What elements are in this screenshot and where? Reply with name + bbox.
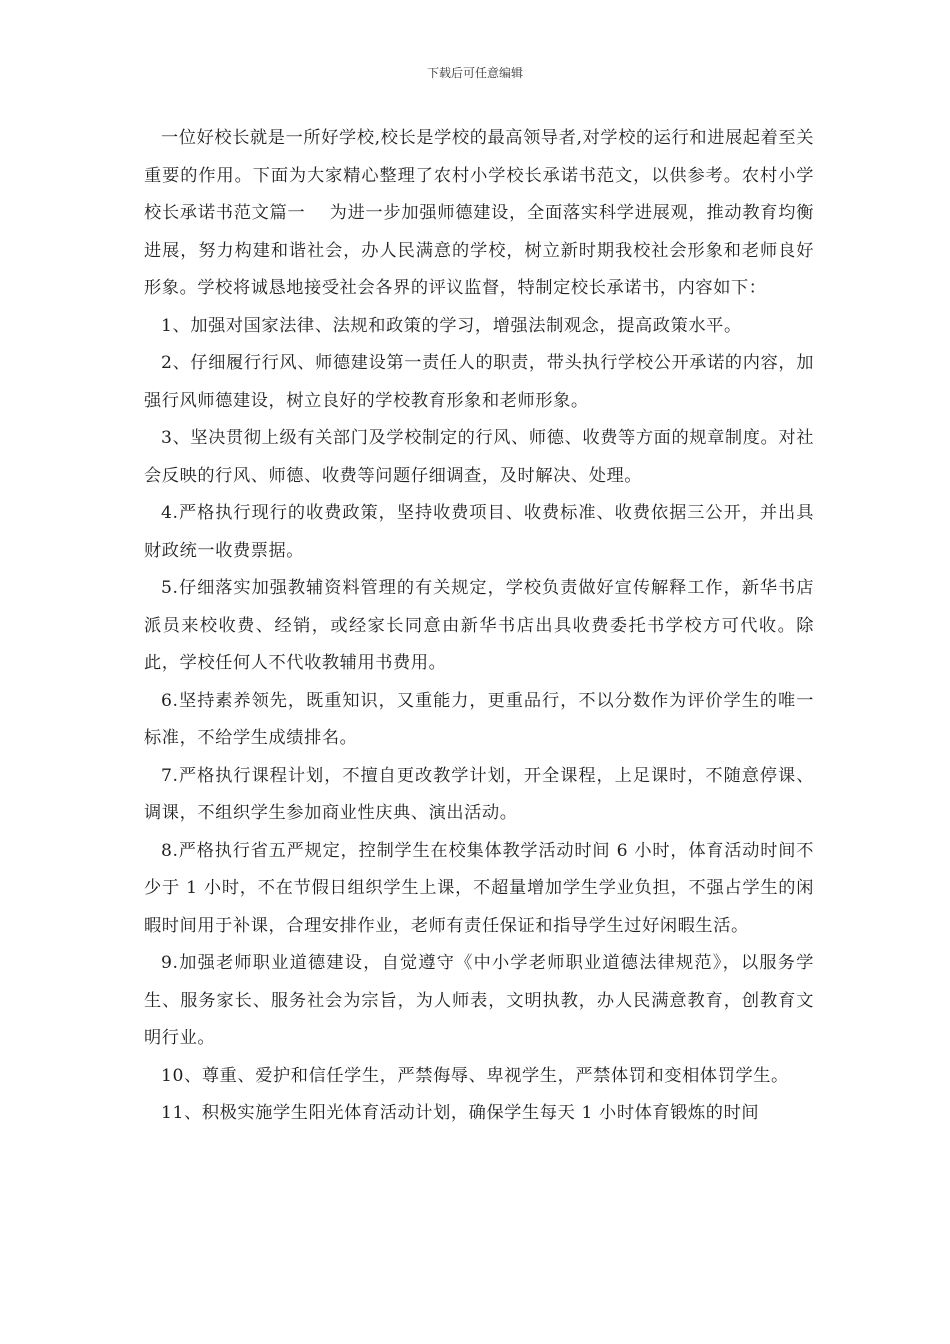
commitment-item-11: 11、积极实施学生阳光体育活动计划，确保学生每天 1 小时体育锻炼的时间	[161, 1103, 760, 1123]
commitment-item-2: 2、仔细履行行风、师德建设第一责任人的职责，带头执行学校公开承诺的内容，加强行风师德建设，树立良好的学校教育形象和老师形象。	[144, 353, 814, 411]
commitment-item-5: 5.仔细落实加强教辅资料管理的有关规定，学校负责做好宣传解释工作，新华书店派员来校收费、经销，或经家长同意由新华书店出具收费委托书学校方可代收。除此，学校任何人不代收教辅用书费用。	[144, 578, 814, 673]
commitment-item-9: 9.加强老师职业道德建设，自觉遵守《中小学老师职业道德法律规范》，以服务学生、服务家长、服务社会为宗旨，为人师表，文明执教，办人民满意教育，创教育文明行业。	[144, 953, 814, 1048]
commitment-item-10: 10、尊重、爱护和信任学生，严禁侮辱、卑视学生，严禁体罚和变相体罚学生。	[161, 1065, 789, 1086]
intro-paragraph: 一位好校长就是一所好学校,校长是学校的最高领导者,对学校的运行和进展起着至关重要的作用。下面为大家精心整理了农村小学校长承诺书范文，以供参考。农村小学校长承诺书范文篇一 为进一步加强师德建设，全面落实科学进展观，推动教育均衡进展，努力构建和谐社会，办人民满意的学校，树立新时期我校社会形象和老师良好形象。学校将诚恳地接受社会各界的评议监督，特制定校长承诺书，内容如下：	[144, 128, 814, 298]
document-body	[144, 120, 814, 1133]
page-header: 下载后可任意编辑	[426, 66, 523, 80]
commitment-item-7: 7.严格执行课程计划，不擅自更改教学计划，开全课程，上足课时，不随意停课、调课，不组织学生参加商业性庆典、演出活动。	[144, 765, 814, 823]
commitment-item-1: 1、加强对国家法律、法规和政策的学习，增强法制观念，提高政策水平。	[161, 315, 742, 336]
commitment-item-8: 8.严格执行省五严规定，控制学生在校集体教学活动时间 6 小时，体育活动时间不少于 1 小时，不在节假日组织学生上课，不超量增加学生学业负担，不强占学生的闲暇时间用于补课，合理安排作业，老师有责任保证和指导学生过好闲暇生活。	[144, 840, 814, 936]
commitment-item-4: 4.严格执行现行的收费政策，坚持收费项目、收费标准、收费依据三公开，并出具财政统一收费票据。	[144, 503, 814, 561]
commitment-item-6: 6.坚持素养领先，既重知识，又重能力，更重品行，不以分数作为评价学生的唯一标准，不给学生成绩排名。	[144, 690, 814, 748]
commitment-item-3: 3、坚决贯彻上级有关部门及学校制定的行风、师德、收费等方面的规章制度。对社会反映的行风、师德、收费等问题仔细调查，及时解决、处理。	[144, 428, 814, 486]
